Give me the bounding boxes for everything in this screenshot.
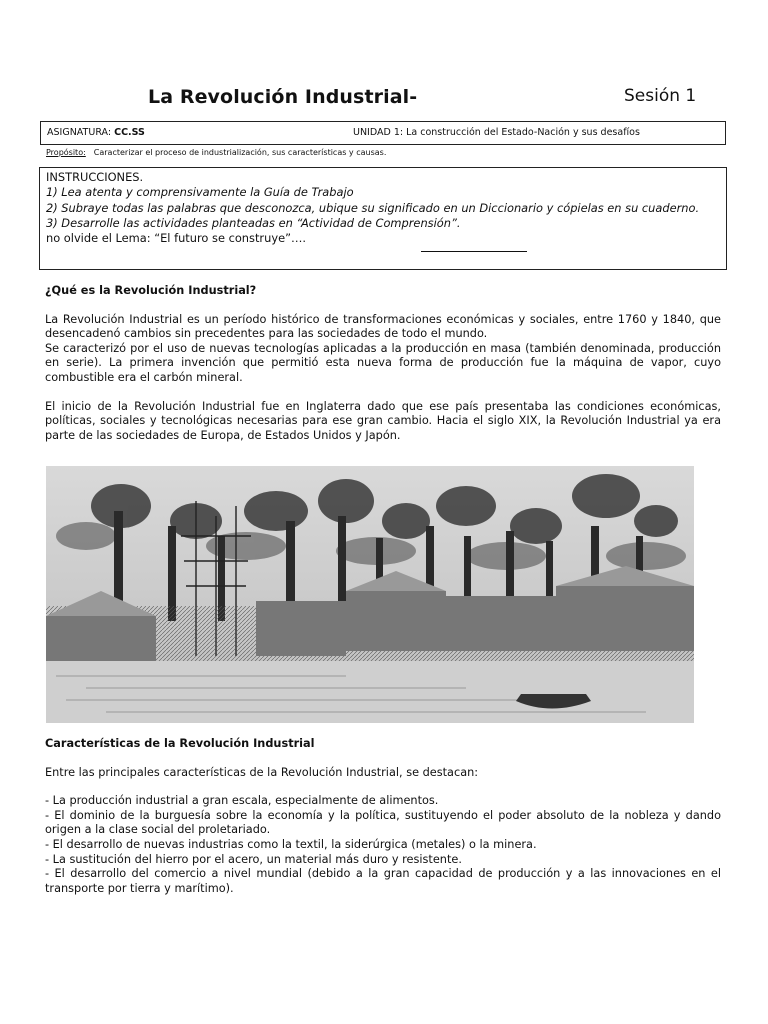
section-what-is xyxy=(45,284,721,443)
instruction-item: 3) Desarrolle las actividades planteadas en “Actividad de Comprensión”. xyxy=(46,215,461,230)
page-title: La Revolución Industrial- xyxy=(148,86,418,108)
motto-line: no olvide el Lema: “El futuro se construye”…. xyxy=(46,231,306,246)
list-item: - La producción industrial a gran escala, especialmente de alimentos. xyxy=(45,794,439,808)
signature-line xyxy=(421,251,527,252)
purpose-text: Caracterizar el proceso de industrialización, sus características y causas. xyxy=(93,148,387,157)
purpose-line xyxy=(46,148,386,157)
instruction-item: 2) Subraye todas las palabras que desconozca, ubique su significado en un Diccionario y cópielas en su cuaderno. xyxy=(46,200,700,215)
paragraph: El inicio de la Revolución Industrial fue en Inglaterra dado que ese país presentaba las condiciones económicas, políticas, sociales y tecnológicas necesarias para ese gran cambio. Hacia el siglo XIX, la Revolución Industrial ya era parte de las sociedades de Europa, de Estados Unidos y Japón. xyxy=(45,399,721,442)
instructions-box xyxy=(39,167,727,270)
paragraph: La Revolución Industrial es un período histórico de transformaciones económicas y sociales, entre 1760 y 1840, que desencadenó cambios sin precedentes para las sociedades de todo el mundo. xyxy=(45,312,721,341)
list-item: - El desarrollo del comercio a nivel mundial (debido a la gran capacidad de producción y a las innovaciones en el transporte por tierra y marítimo). xyxy=(45,867,721,895)
industrial-engraving-image xyxy=(46,466,694,723)
subject-label: ASIGNATURA: xyxy=(47,127,115,138)
instructions-heading: INSTRUCCIONES. xyxy=(46,170,144,184)
purpose-label: Propósito: xyxy=(46,148,86,157)
section-heading: Características de la Revolución Industrial xyxy=(45,737,315,750)
paragraph: Entre las principales características de la Revolución Industrial, se destacan: xyxy=(45,765,479,779)
paragraph: Se caracterizó por el uso de nuevas tecnologías aplicadas a la producción en masa (también denominada, producción en serie). La primera invención que permitió esta nueva forma de producción fue la máquina de vapor, cuyo combustible era el carbón mineral. xyxy=(45,341,721,384)
subject-box xyxy=(40,121,726,145)
unit-field: UNIDAD 1: La construcción del Estado-Nación y sus desafíos xyxy=(353,127,640,138)
subject-value: CC.SS xyxy=(114,127,145,138)
section-characteristics xyxy=(45,737,721,896)
subject-field xyxy=(47,127,145,138)
section-heading: ¿Qué es la Revolución Industrial? xyxy=(45,284,257,297)
list-item: - El desarrollo de nuevas industrias como la textil, la siderúrgica (metales) o la minera. xyxy=(45,837,537,851)
instruction-item: 1) Lea atenta y comprensivamente la Guía de Trabajo xyxy=(46,185,354,200)
list-item: - El dominio de la burguesía sobre la economía y la política, sustituyendo el poder absoluto de la nobleza y dando origen a la clase social del proletariado. xyxy=(45,808,721,837)
session-label: Sesión 1 xyxy=(624,86,697,106)
list-item: - La sustitución del hierro por el acero, un material más duro y resistente. xyxy=(45,852,462,866)
